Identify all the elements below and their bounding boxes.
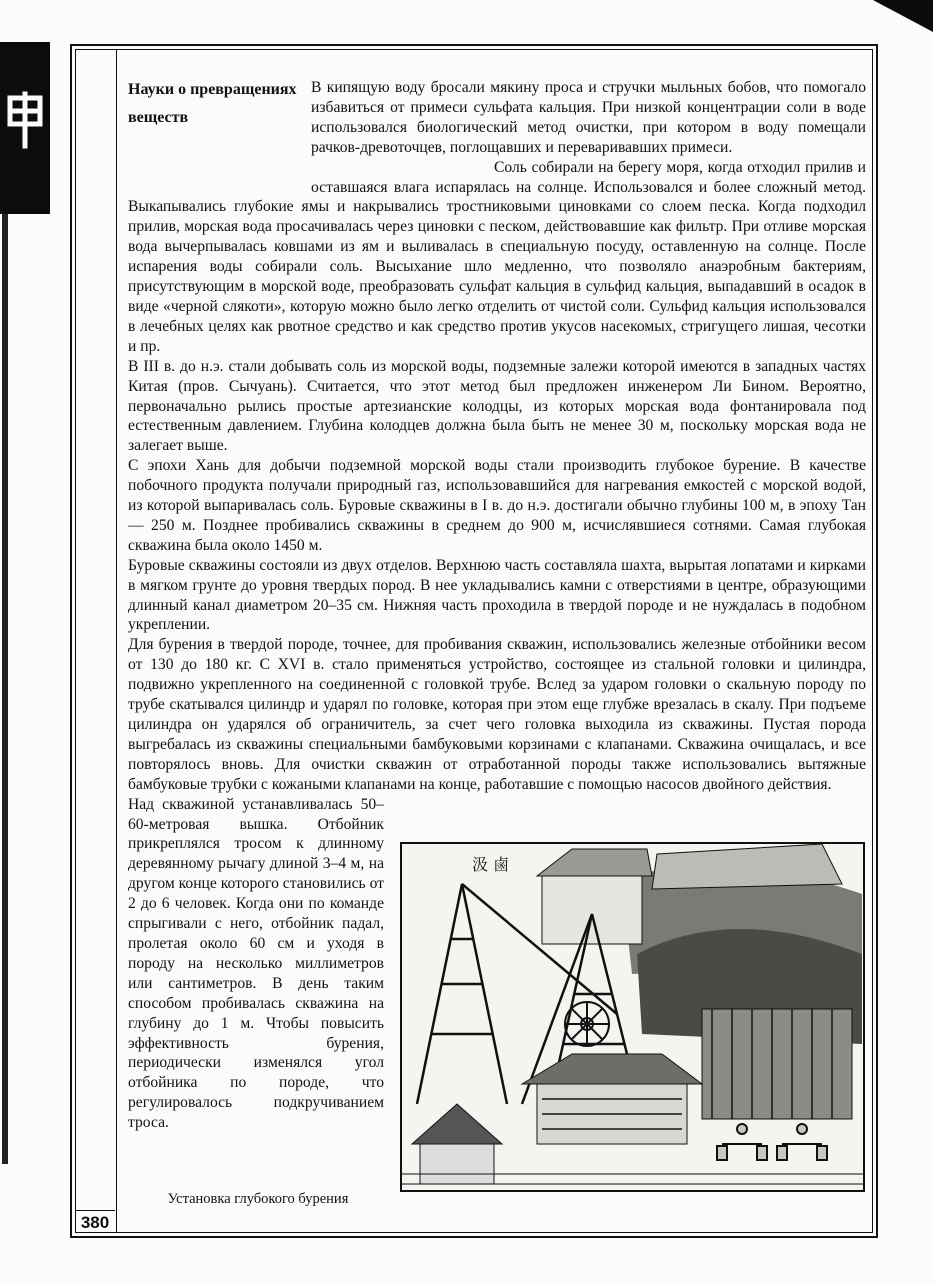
figure-caption: Установка глубокого бурения (167, 1191, 349, 1207)
paragraph: Над скважиной устанавливалась 50–60-метровая вышка. Отбойник прикреплялся тросом к длинному деревянному рычагу длиной 3–4 м, на другом конце которого становились от 2 до 6 человек. Когда они по команде спрыгивали с него, отбойник падал, пролетая около 60 см и уходя в породу на несколько миллиметров или сантиметров. В день таким способом пробивалась скважина на глубину до 1 м. Чтобы повысить эффективность бурения, периодически изменялся угол отбойника по породе, что регулировалось подкручиванием троса. (128, 795, 384, 1132)
margin-rule (2, 214, 8, 1164)
paragraph: Соль собирали на берегу моря, когда отходил прилив и оставшаяся влага испарялась на солнце. Использовался и более сложный метод. Выкапывались глубокие ямы и накрывались тростниковыми циновками со слоем песка. Когда подходил прилив, морская вода просачивалась через циновки с песком, действовавшие как фильтр. При отливе морская вода вычерпывалась ковшами из ям и выливалась в специальную посуду, оставленную на солнце. После испарения воды собирали соль. Высыхание шло медленно, что позволяло анаэробным бактериям, присутствующим в морской воде, преобразовать сульфат кальция в сульфид кальция, выпадавший в осадок в виде «черной слякоти», которую можно было легко отделить от чистой соли. Сульфид кальция использовался в лечебных целях как рвотное средство и как средство против укусов насекомых, стригущего лишая, чесотки и пр. (128, 158, 866, 355)
paragraph: С эпохи Хань для добычи подземной морской воды стали производить глубокое бурение. В качестве побочного продукта получали природный газ, использовавшийся для нагревания емкостей с морской водой, из которой выпаривалась соль. Буровые скважины в I в. до н.э. достигали обычно глубины 100 м, в эпоху Тан — 250 м. Позднее пробивались скважины в среднем до 900 м, исчислявшиеся сотнями. Самая глубокая скважина была около 1450 м. (128, 457, 866, 554)
corner-mark (873, 0, 933, 32)
drilling-rig-illustration (402, 844, 863, 1190)
winch-wheel-icon (565, 1002, 609, 1046)
paragraph: Буровые скважины состояли из двух отделов. Верхнюю часть составляла шахта, вырытая лопатами и кирками в мягком грунте до уровня твердых пород. В нее укладывались камни с отверстиями в центре, образующими длинный канал диаметром 20–35 см. Нижняя часть проходила в твердой породе и не нуждалась в подобном укреплении. (128, 556, 866, 634)
paragraph: Для бурения в твердой породе, точнее, для пробивания скважин, использовались железные отбойники весом от 130 до 180 кг. С XVI в. стало применяться устройство, состоящее из стальной головки и цилиндра, подвижно укрепленного на соединенной с головкой трубе. Вслед за ударом головки о скальную породу по трубе скатывался цилиндр и ударял по головке, которая при этом еще глубже врезалась в скалу. При подъеме цилиндра он ударялся об ограничитель, за счет чего головка выходила из скважины. Пустая порода выгребалась из скважины специальными бамбуковыми корзинами с клапанами. Скважина очищалась, и все повторялось вновь. Для очистки скважин от отработанной породы также использовались вытяжные бамбуковые трубки с кожаными клапанами на конце, работавшие с помощью насосов двойного действия. (128, 636, 866, 793)
paragraph: В кипящую воду бросали мякину проса и стручки мыльных бобов, что помогало избавиться от примеси сульфата кальция. При низкой концентрации соли в воде использовался биологический метод очистки, при котором в воду помещали рачков-древоточцев, поглощавших и переваривавших примеси. (311, 79, 866, 156)
figure-illustration (400, 842, 865, 1192)
margin-column-rule (116, 49, 117, 1233)
chapter-seal-glyph (4, 90, 46, 150)
paragraph: В III в. до н.э. стали добывать соль из морской воды, подземные залежи которой имеются в западных частях Китая (пров. Сычуань). Считается, что этот метод был предложен инженером Ли Бином. Вероятно, первоначально рылись простые артезианские колодцы, из которых морская вода фонтанировала под естественным давлением. Глубина колодцев должна была быть не менее 30 м, поскольку морская вода не залегает выше. (128, 357, 866, 455)
page-number: 380 (75, 1210, 115, 1234)
section-title: Науки о превращениях веществ (128, 81, 297, 126)
figure-inscription: 汲 鹵 (472, 855, 510, 874)
